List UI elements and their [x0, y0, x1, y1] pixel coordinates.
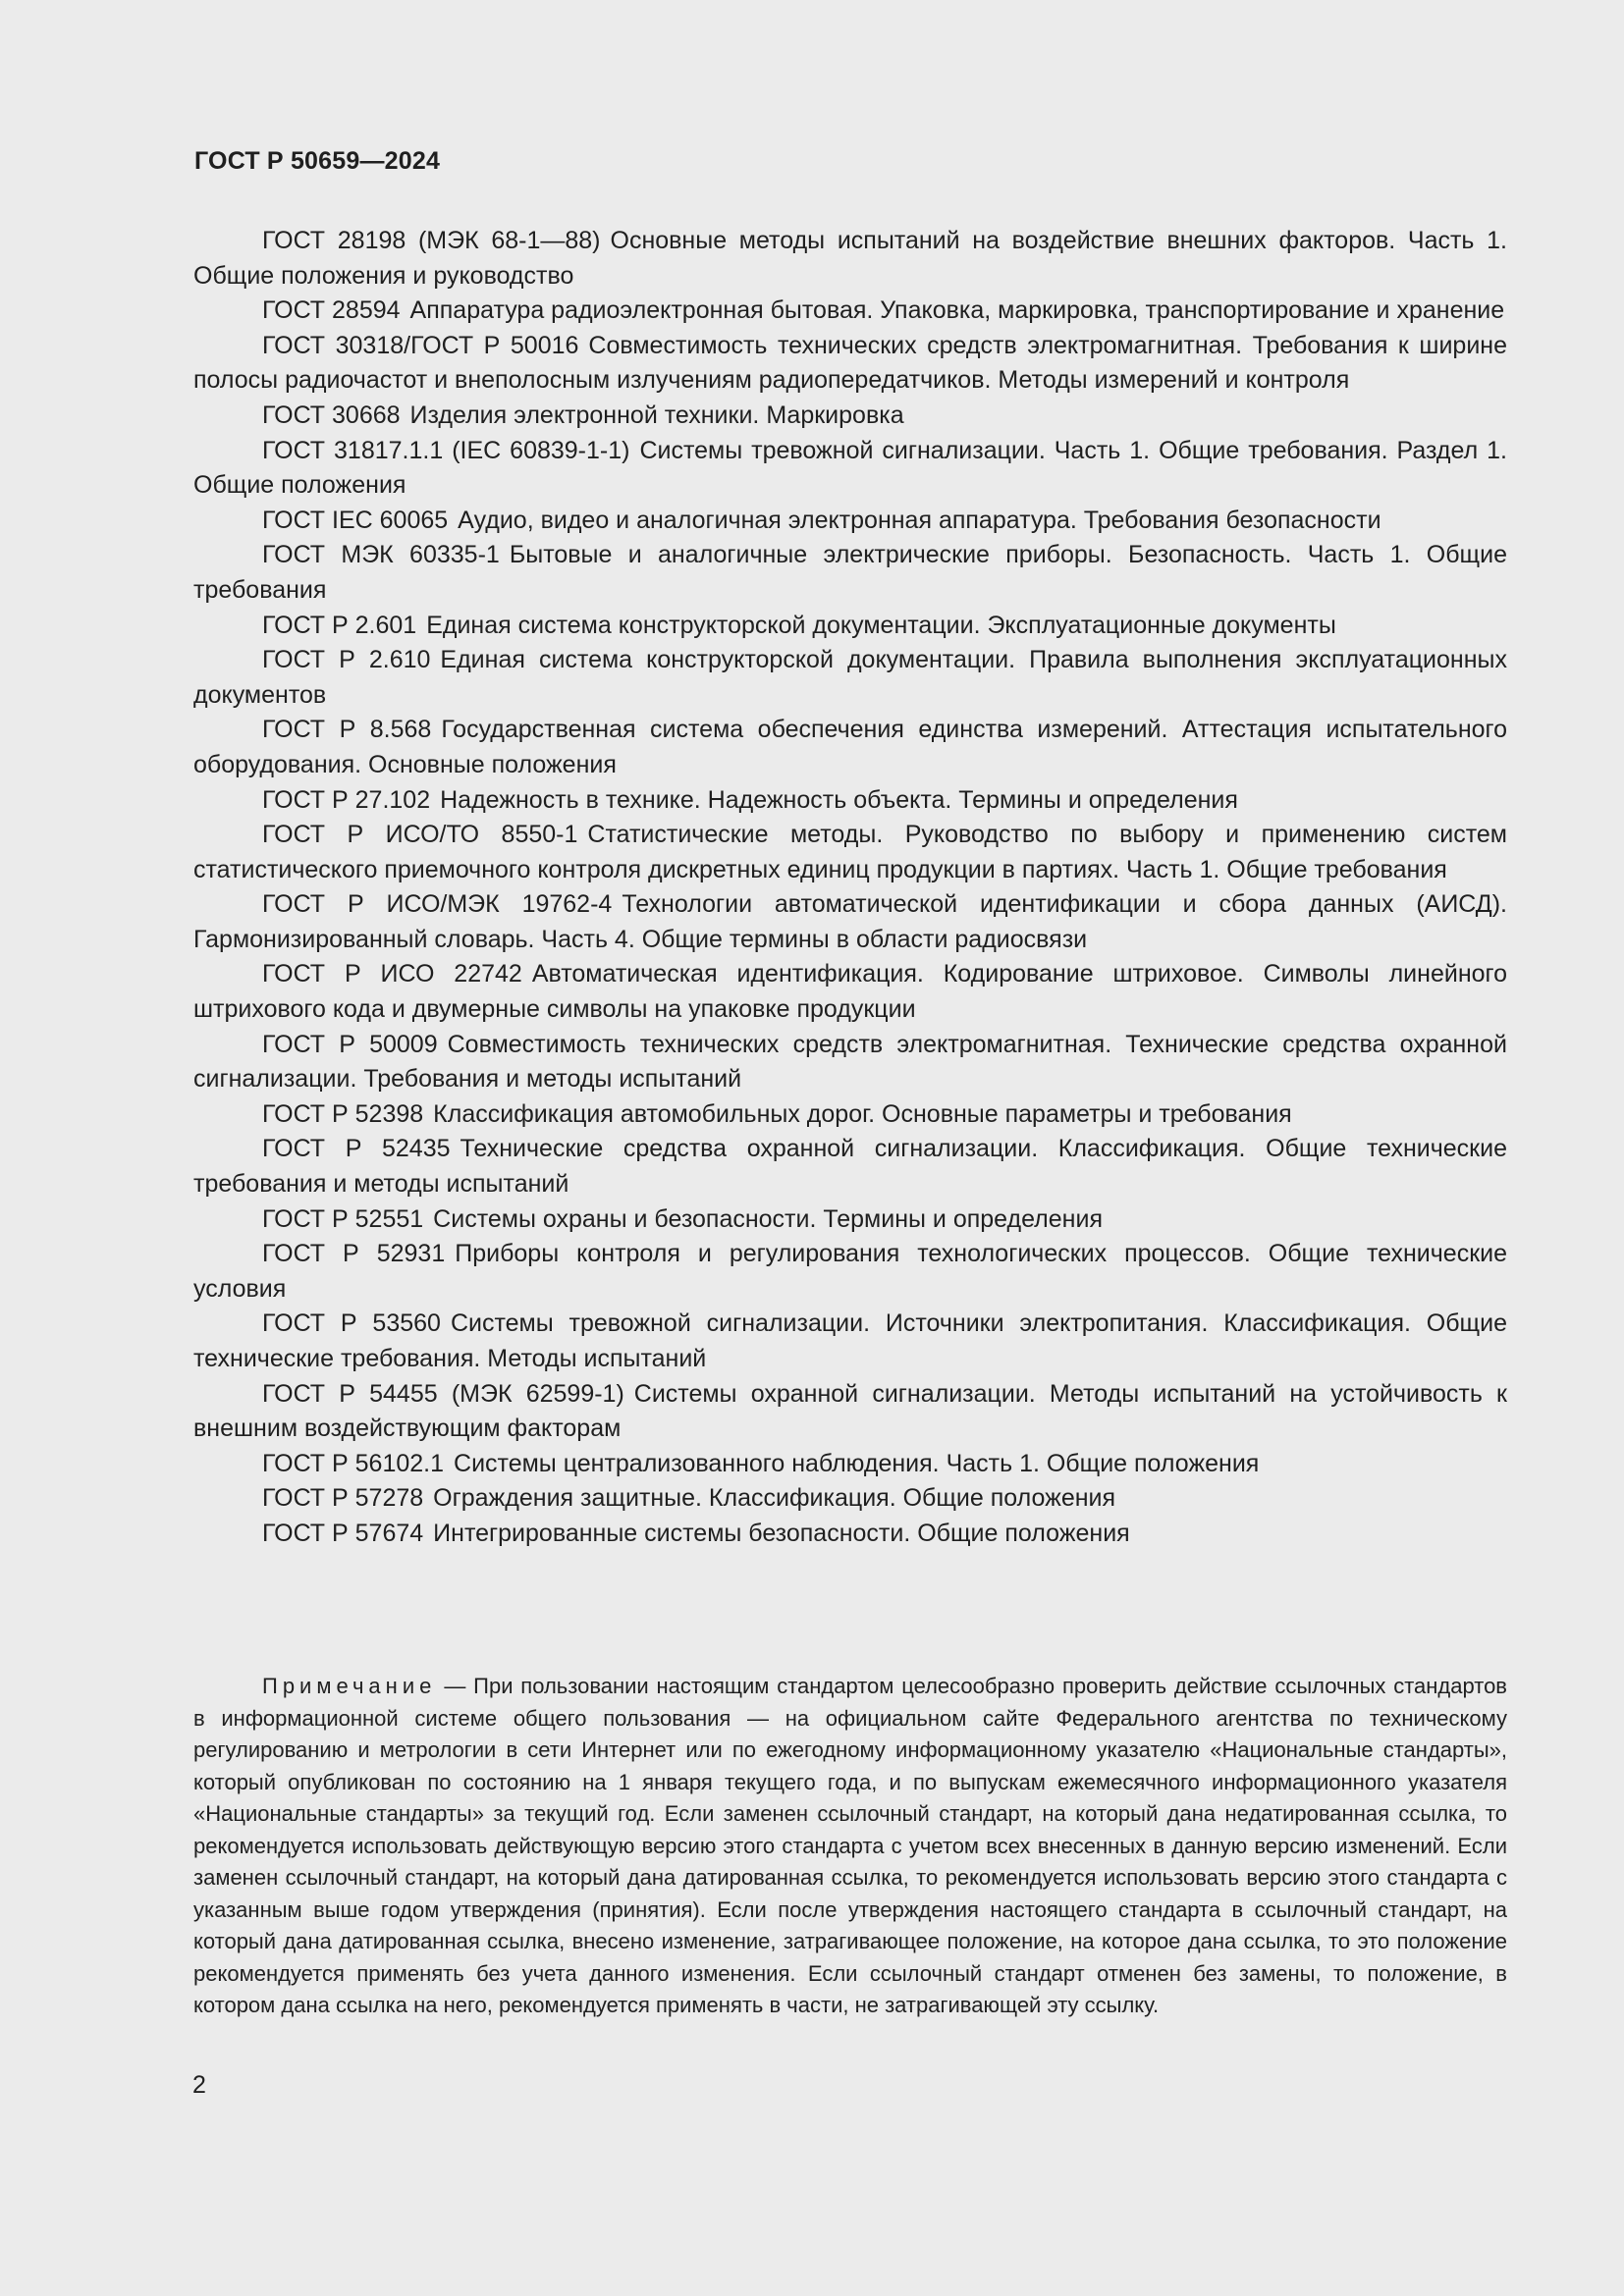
reference-item [193, 1132, 1507, 1201]
reference-title: Основные методы испытаний на воздействие внешних факторов. Часть 1. Общие положения и руководство [193, 227, 1507, 290]
reference-title: Статистические методы. Руководство по выбору и применению систем статистического приемочного контроля дискретных единиц продукции в партиях. Часть 1. Общие требования [193, 821, 1507, 883]
reference-title: Классификация автомобильных дорог. Основные параметры и требования [433, 1099, 1292, 1128]
reference-title: Аудио, видео и аналогичная электронная аппаратура. Требования безопасности [458, 506, 1381, 534]
reference-code: ГОСТ Р ИСО 22742 [262, 960, 522, 988]
reference-code: ГОСТ Р ИСО/ТО 8550-1 [262, 821, 578, 849]
reference-item [193, 329, 1507, 399]
reference-title: Ограждения защитные. Классификация. Общие положения [433, 1484, 1116, 1513]
reference-title: Системы тревожной сигнализации. Источники электропитания. Классификация. Общие технические требования. Методы испытаний [193, 1309, 1507, 1372]
reference-item [193, 434, 1507, 504]
reference-title: Технологии автоматической идентификации и сбора данных (АИСД). Гармонизированный словарь. Часть 4. Общие термины в области радиосвязи [193, 890, 1508, 953]
reference-code: ГОСТ МЭК 60335-1 [262, 541, 500, 569]
reference-code: ГОСТ Р 8.568 [262, 716, 432, 744]
reference-title: Системы охраны и безопасности. Термины и определения [433, 1204, 1103, 1233]
reference-item [193, 1307, 1507, 1376]
reference-item [193, 1028, 1507, 1097]
reference-code: ГОСТ Р 54455 (МЭК 62599-1) [262, 1379, 624, 1408]
reference-item [193, 783, 1507, 819]
reference-title: Надежность в технике. Надежность объекта. Термины и определения [440, 785, 1238, 814]
reference-code: ГОСТ Р 57674 [262, 1519, 424, 1547]
reference-code: ГОСТ Р 52435 [262, 1135, 451, 1163]
reference-title: Совместимость технических средств электромагнитная. Технические средства охранной сигнализации. Требования и методы испытаний [193, 1030, 1507, 1094]
reference-code: ГОСТ 30318/ГОСТ Р 50016 [262, 331, 579, 359]
reference-title: Государственная система обеспечения единства измерений. Аттестация испытательного оборудования. Основные положения [193, 716, 1507, 778]
reference-code: ГОСТ 30668 [262, 400, 401, 429]
reference-title: Единая система конструкторской документации. Правила выполнения эксплуатационных документов [193, 646, 1507, 709]
reference-item [193, 1377, 1507, 1447]
reference-code: ГОСТ Р 2.601 [262, 611, 417, 639]
reference-item [193, 399, 1507, 434]
reference-code: ГОСТ Р 53560 [262, 1309, 441, 1338]
normative-references-list [193, 224, 1507, 1552]
reference-title: Бытовые и аналогичные электрические приборы. Безопасность. Часть 1. Общие требования [193, 541, 1507, 604]
reference-title: Приборы контроля и регулирования технологических процессов. Общие технические условия [193, 1240, 1507, 1303]
page-number: 2 [192, 2071, 206, 2099]
reference-title: Системы тревожной сигнализации. Часть 1. Общие требования. Раздел 1. Общие положения [193, 436, 1507, 500]
reference-title: Системы охранной сигнализации. Методы испытаний на устойчивость к внешним воздействующим факторам [193, 1379, 1507, 1443]
reference-code: ГОСТ IEC 60065 [262, 506, 449, 534]
reference-item [193, 1517, 1507, 1552]
reference-title: Интегрированные системы безопасности. Общие положения [433, 1519, 1130, 1547]
reference-item [193, 957, 1507, 1027]
reference-code: ГОСТ Р 27.102 [262, 785, 431, 814]
reference-item [193, 1447, 1507, 1482]
reference-item [193, 1097, 1507, 1133]
reference-code: ГОСТ 28198 (МЭК 68-1—88) [262, 227, 601, 254]
reference-code: ГОСТ Р ИСО/МЭК 19762-4 [262, 890, 613, 919]
reference-item [193, 818, 1507, 887]
reference-item [193, 713, 1507, 782]
reference-code: ГОСТ Р 50009 [262, 1030, 438, 1058]
reference-title: Совместимость технических средств электромагнитная. Требования к ширине полосы радиочастот и внеполосным излучениям радиопередатчиков. Методы измерений и контроля [193, 331, 1507, 395]
reference-item [193, 643, 1507, 713]
reference-item [193, 887, 1507, 957]
reference-title: Аппаратура радиоэлектронная бытовая. Упаковка, маркировка, транспортирование и хранение [409, 296, 1505, 325]
reference-code: ГОСТ 28594 [262, 296, 401, 325]
reference-title: Технические средства охранной сигнализации. Классификация. Общие технические требования и методы испытаний [193, 1135, 1507, 1199]
reference-title: Автоматическая идентификация. Кодирование штриховое. Символы линейного штрихового кода и двумерные символы на упаковке продукции [193, 960, 1508, 1024]
reference-item [193, 1202, 1507, 1238]
reference-title: Изделия электронной техники. Маркировка [409, 400, 904, 429]
reference-item [193, 1237, 1507, 1307]
reference-item [193, 538, 1507, 608]
reference-code: ГОСТ Р 56102.1 [262, 1449, 445, 1477]
reference-code: ГОСТ Р 2.610 [262, 646, 431, 674]
reference-code: ГОСТ Р 52398 [262, 1099, 424, 1128]
reference-code: ГОСТ Р 52551 [262, 1204, 424, 1233]
document-header: ГОСТ Р 50659—2024 [194, 147, 441, 175]
reference-code: ГОСТ Р 57278 [262, 1484, 424, 1513]
reference-item [193, 504, 1507, 539]
reference-item [193, 224, 1507, 294]
note-text: — При пользовании настоящим стандартом целесообразно проверить действие ссылочных стандартов в информационной системе общего пользования — на официальном сайте Федерального агентства по техническому регулированию и метрологии в сети Интернет или по ежегодному информационному указателю «Национальные стандарты», который опубликован по состоянию на 1 января текущего года, и по выпускам ежемесячного информационного указателя «Национальные стандарты» за текущий год. Если заменен ссылочный стандарт, на который дана недатированная ссылка, то рекомендуется использовать действующую версию этого стандарта с учетом всех внесенных в данную версию изменений. Если заменен ссылочный стандарт, на который дана датированная ссылка, то рекомендуется использовать версию этого стандарта с указанным выше годом утверждения (принятия). Если после утверждения настоящего стандарта в ссылочный стандарт, на который дана датированная ссылка, внесено изменение, затрагивающее положение, на которое дана ссылка, то это положение рекомендуется применять без учета данного изменения. Если ссылочный стандарт отменен без замены, то положение, в котором дана ссылка на него, рекомендуется применять в части, не затрагивающей эту ссылку. [193, 1674, 1507, 2017]
reference-item [193, 1481, 1507, 1517]
note-paragraph [193, 1671, 1507, 2022]
note-label: Примечание [262, 1674, 437, 1698]
reference-item [193, 294, 1507, 329]
reference-item [193, 609, 1507, 644]
reference-code: ГОСТ 31817.1.1 (IEC 60839-1-1) [262, 436, 630, 464]
reference-code: ГОСТ Р 52931 [262, 1240, 446, 1268]
reference-title: Системы централизованного наблюдения. Часть 1. Общие положения [454, 1449, 1260, 1477]
reference-title: Единая система конструкторской документации. Эксплуатационные документы [426, 611, 1336, 639]
